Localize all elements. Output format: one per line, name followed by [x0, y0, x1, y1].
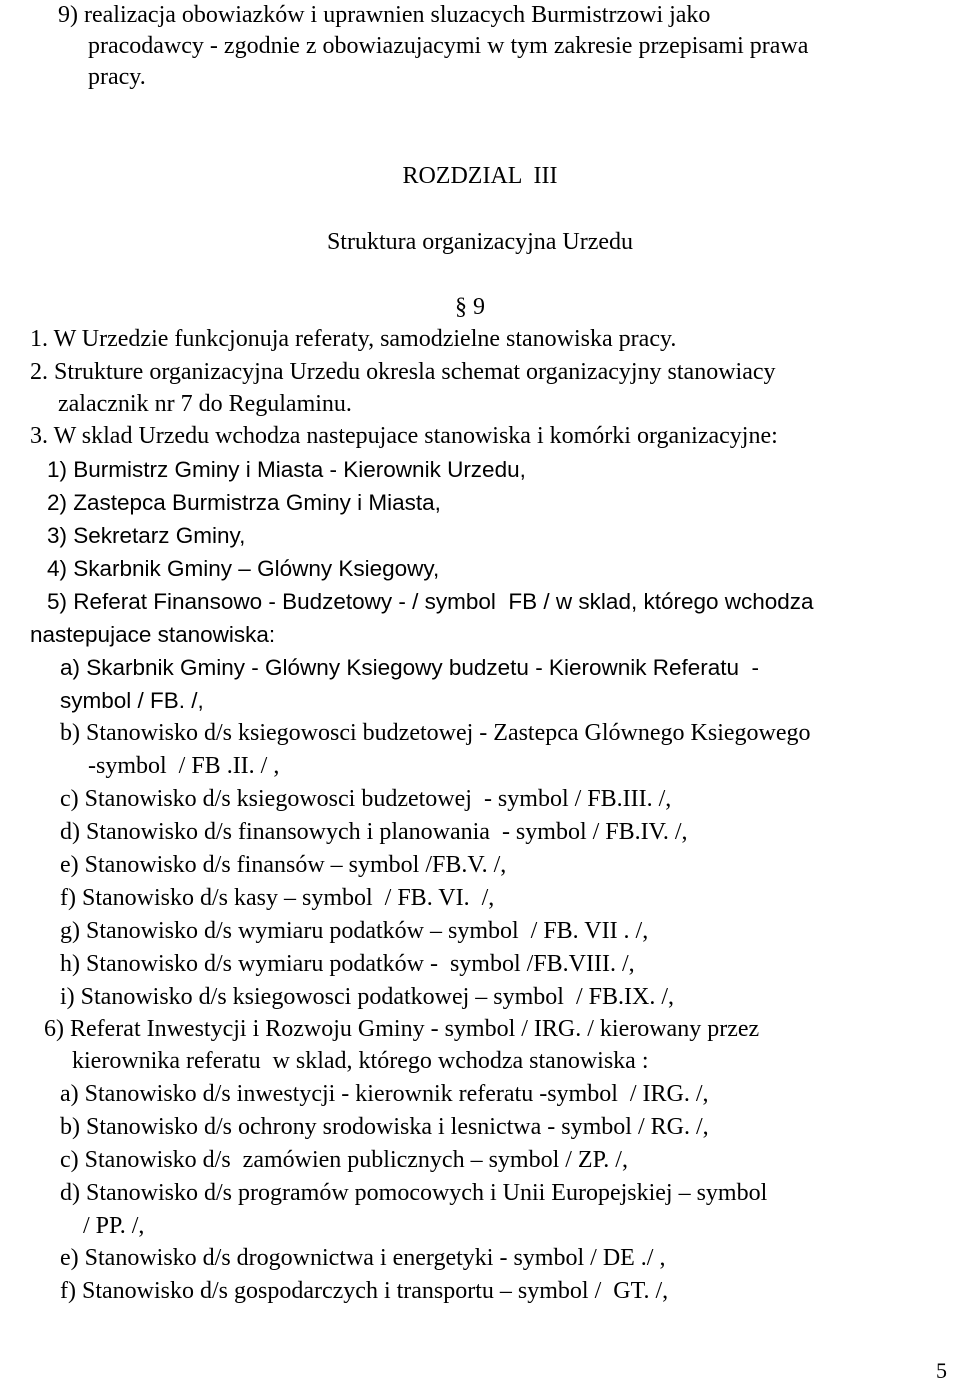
list-item: -symbol / FB .II. / ,: [88, 753, 280, 779]
list-item: i) Stanowisko d/s ksiegowosci podatkowej – symbol / FB.IX. /,: [60, 984, 674, 1010]
list-item: c) Stanowisko d/s zamówien publicznych – symbol / ZP. /,: [60, 1147, 628, 1173]
list-item: d) Stanowisko d/s programów pomocowych i Unii Europejskiej – symbol: [60, 1180, 768, 1206]
list-item: e) Stanowisko d/s drogownictwa i energetyki - symbol / DE ./ ,: [60, 1245, 666, 1271]
list-item: d) Stanowisko d/s finansowych i planowania - symbol / FB.IV. /,: [60, 819, 688, 845]
list-item: f) Stanowisko d/s kasy – symbol / FB. VI. /,: [60, 885, 495, 911]
list-item: a) Stanowisko d/s inwestycji - kierownik referatu -symbol / IRG. /,: [60, 1081, 709, 1107]
paragraph-line: 3. W sklad Urzedu wchodza nastepujace stanowiska i komórki organizacyjne:: [30, 423, 778, 449]
list-item: a) Skarbnik Gminy - Glówny Ksiegowy budzetu - Kierownik Referatu -: [60, 655, 760, 680]
list-item: 1) Burmistrz Gminy i Miasta - Kierownik Urzedu,: [47, 457, 526, 482]
list-item: f) Stanowisko d/s gospodarczych i transportu – symbol / GT. /,: [60, 1278, 669, 1304]
list-item: c) Stanowisko d/s ksiegowosci budzetowej - symbol / FB.III. /,: [60, 786, 672, 812]
intro-line: pracy.: [88, 64, 146, 90]
list-item: h) Stanowisko d/s wymiaru podatków - symbol /FB.VIII. /,: [60, 951, 635, 977]
section-mark: § 9: [455, 294, 485, 320]
list-item: 4) Skarbnik Gminy – Glówny Ksiegowy,: [47, 556, 440, 581]
chapter-heading: ROZDZIAL III: [402, 163, 558, 189]
list-item: symbol / FB. /,: [60, 688, 204, 713]
paragraph-line: 1. W Urzedzie funkcjonuja referaty, samodzielne stanowiska pracy.: [30, 326, 677, 352]
list-item: 2) Zastepca Burmistrza Gminy i Miasta,: [47, 490, 441, 515]
list-item: b) Stanowisko d/s ksiegowosci budzetowej - Zastepca Glównego Ksiegowego: [60, 720, 811, 746]
intro-line: pracodawcy - zgodnie z obowiazujacymi w tym zakresie przepisami prawa: [88, 33, 809, 59]
list-item: kierownika referatu w sklad, którego wchodza stanowiska :: [72, 1048, 649, 1074]
list-item: 5) Referat Finansowo - Budzetowy - / symbol FB / w sklad, którego wchodza: [47, 589, 814, 614]
list-item: g) Stanowisko d/s wymiaru podatków – symbol / FB. VII . /,: [60, 918, 649, 944]
list-item: 6) Referat Inwestycji i Rozwoju Gminy - symbol / IRG. / kierowany przez: [44, 1016, 760, 1042]
intro-line: 9) realizacja obowiazków i uprawnien sluzacych Burmistrzowi jako: [58, 2, 711, 28]
list-item: e) Stanowisko d/s finansów – symbol /FB.V. /,: [60, 852, 507, 878]
list-item: / PP. /,: [83, 1213, 145, 1239]
page-number: 5: [936, 1358, 947, 1383]
paragraph-line: zalacznik nr 7 do Regulaminu.: [58, 391, 352, 417]
list-item: 3) Sekretarz Gminy,: [47, 523, 246, 548]
list-item: nastepujace stanowiska:: [30, 622, 276, 647]
chapter-title: Struktura organizacyjna Urzedu: [326, 229, 634, 255]
paragraph-line: 2. Strukture organizacyjna Urzedu okresla schemat organizacyjny stanowiacy: [30, 359, 776, 385]
list-item: b) Stanowisko d/s ochrony srodowiska i lesnictwa - symbol / RG. /,: [60, 1114, 709, 1140]
